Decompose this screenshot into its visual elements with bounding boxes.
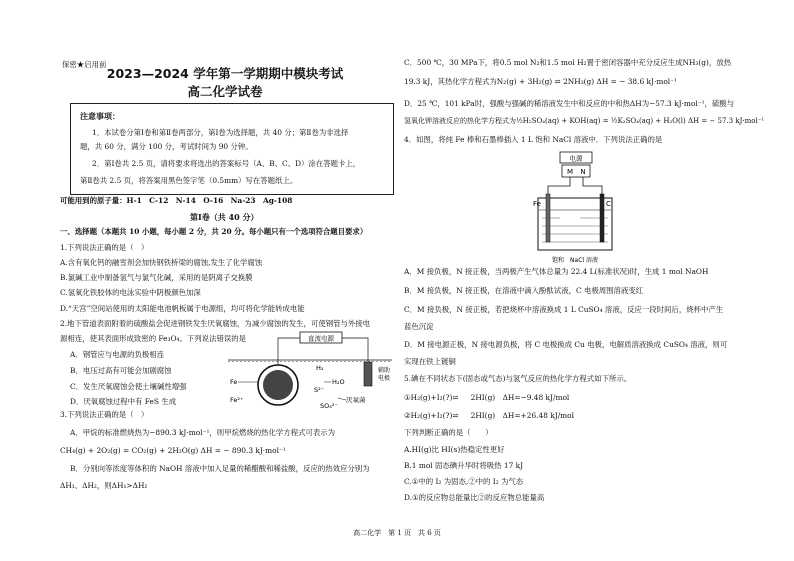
section1-heading: 一、选择题（本题共 10 小题，每小题 2 分，共 20 分。每小题只有一个选项符合题目要求） [60, 227, 368, 236]
auxiliary-electrode [364, 362, 372, 386]
q3-option-c-1: C．500 ℃，30 MPa下，将0.5 mol N₂和1.5 mol H₂置于密闭容器中充分反应生成NH₃(g)，放热 [404, 58, 732, 67]
electrolysis-diagram [530, 150, 620, 266]
q4-option-c-1: C．M 接负极，N 接正极，若把烧杯中溶液换成 1 L CuSO₄ 溶液，反应一段时间后，烧杯中产生 [404, 305, 724, 314]
c-electrode-label: C [606, 200, 611, 208]
q5-substem: 下列判断正确的是（ ） [404, 428, 493, 437]
fe-label: Fe [230, 378, 238, 386]
exam-title: 2023—2024 学年第一学期期中模块考试 [106, 66, 344, 81]
q2-option-d: D．厌氧腐蚀过程中有 FeS 生成 [70, 397, 177, 406]
q4-option-b: B．M 接负极，N 接正极，在溶液中滴入酚酞试液，C 电极周围溶液变红 [404, 286, 644, 295]
q4-option-a: A．M 接负极，N 接正极，当两极产生气体总量为 22.4 L(标准状况)时，生成 1 mol NaOH [404, 267, 709, 276]
page-footer: 高二化学 第 1 页 共 6 页 [353, 529, 441, 537]
pipe-core [263, 370, 293, 400]
corrosion-diagram [228, 330, 392, 412]
so4-label: SO₄²⁻ [320, 402, 338, 410]
q4-option-d-2: 实现在铁上镀铜 [404, 357, 456, 366]
s2-label: S²⁻ [314, 386, 325, 394]
q5-equation-2: ②H₂(g)+I₂(?)⇌ 2HI(g) ΔH=+26.48 kJ/mol [404, 411, 574, 420]
power-source-label: 电源 [569, 154, 583, 163]
q2-option-a: A．钢管应与电源的负极相连 [70, 350, 165, 359]
q2-stem-2: 源相连，使其表面形成致密的 Fe₃O₄。下列说法错误的是 [60, 334, 247, 343]
aux-label-1: 辅助 [378, 367, 391, 374]
bacteria-label: 厌氧菌 [346, 396, 366, 404]
q3-option-b-2: ΔH₁、ΔH₂，则ΔH₁>ΔH₂ [60, 481, 148, 490]
notice-1a: 1．本试卷分第Ⅰ卷和第Ⅱ卷两部分，第Ⅰ卷为选择题，共 40 分；第Ⅱ卷为非选择 [92, 128, 349, 137]
q2-stem-1: 2.地下管道表面附着的硫酸盐会促进钢铁发生厌氧腐蚀，为减少腐蚀的发生，可使钢管与外接电 [60, 319, 371, 328]
part1-heading: 第Ⅰ卷（共 40 分） [190, 212, 259, 222]
notice-1b: 题，共 60 分，满分 100 分，考试时间为 90 分钟。 [80, 142, 253, 151]
q1-stem: 1.下列说法正确的是（ ） [60, 243, 149, 252]
q5-option-a: A.HI(g)比 HI(s)热稳定性更好 [404, 445, 505, 454]
notice-2a: 2．第Ⅰ卷共 2.5 页，请将要求将选出的答案标号（A、B、C、D）涂在答题卡上， [92, 159, 361, 168]
exam-subtitle: 高二化学试卷 [187, 84, 263, 99]
q1-option-a: A.含有氧化钙的融雪剂会加快钢铁桥梁的腐蚀,发生了化学腐蚀 [60, 258, 263, 267]
notice-2b: 第Ⅱ卷共 2.5 页，将答案用黑色签字笔（0.5mm）写在答题纸上。 [80, 176, 298, 185]
fe-electrode [546, 194, 550, 242]
q3-option-c-2: 19.3 kJ，其热化学方程式为N₂(g) + 3H₂(g) ⇌ 2NH₃(g) ΔH = − 38.6 kJ·mol⁻¹ [404, 77, 677, 86]
q2-option-c: C．发生厌氧腐蚀会使土壤碱性增强 [70, 382, 187, 391]
q4-stem: 4．如图，将纯 Fe 棒和石墨棒插入 1 L 饱和 NaCl 溶液中．下列说法正确的是 [404, 135, 663, 144]
q3-option-a: A．甲烷的标准燃烧热为−890.3 kJ·mol⁻¹，则甲烷燃烧的热化学方程式可表示为 [70, 428, 336, 437]
q4-option-c-2: 蓝色沉淀 [404, 322, 434, 331]
q3-equation: CH₄(g) + 2O₂(g) = CO₂(g) + 2H₂O(g) ΔH = − 890.3 kJ·mol⁻¹ [60, 446, 286, 455]
q5-option-b: B.1 mol 固态碘升华时将吸热 17 kJ [404, 461, 524, 470]
q3-option-d-1: D．25 ℃，101 kPa时，强酸与强碱的稀溶液发生中和反应的中和热ΔH为−57.3 kJ·mol⁻¹，硫酸与 [404, 99, 735, 108]
solution-caption: 饱和 NaCl 溶液 [552, 257, 598, 264]
q5-option-c: C.①中的 I₂ 为固态,②中的 I₂ 为气态 [404, 477, 524, 486]
dc-power-label: 直流电源 [308, 334, 334, 343]
fe-electrode-label: Fe [533, 200, 541, 208]
q5-equation-1: ①H₂(g)+I₂(?)⇌ 2HI(g) ΔH=−9.48 kJ/mol [404, 393, 570, 402]
q5-option-d: D.①的反应物总能量比②的反应物总能量高 [404, 493, 545, 502]
q3-option-d-2: 氢氧化钾溶液反应的热化学方程式为½H₂SO₄(aq) + KOH(aq) = ½K₂SO₄(aq) + H₂O(l) ΔH = − 57.3 kJ·mol⁻¹ [404, 117, 765, 125]
q1-option-d: D.“天宫”空间站使用的太阳能电池帆板属于电源组，均可将化学能转成电能 [60, 304, 305, 313]
atomic-mass-line: 可能用到的原子量：H-1 C-12 N-14 O-16 Na-23 Ag-108 [60, 196, 293, 205]
q3-stem: 3.下列说法正确的是（ ） [60, 410, 149, 419]
q3-option-b-1: B．分别向等浓度等体积的 NaOH 溶液中加入足量的稀醋酸和稀盐酸，反应的热效应分别为 [70, 464, 370, 473]
q1-option-c: C.氢氧化铁胶体的电泳实验中阴极颜色加深 [60, 288, 201, 297]
secret-mark: 保密★启用前 [62, 60, 107, 69]
terminal-m: M [566, 168, 574, 176]
notice-heading: 注意事项： [80, 111, 120, 121]
terminal-n: N [580, 168, 586, 176]
h2-label: H₂ [316, 364, 324, 372]
q2-option-b: B．电压过高有可能会加剧腐蚀 [70, 366, 172, 375]
fe2-label: Fe²⁺ [230, 396, 244, 404]
q1-option-b: B.氯碱工业中制备氢气与氯气化碱，采用的是阴离子交换膜 [60, 273, 253, 282]
aux-label-2: 电极 [378, 375, 391, 382]
q4-option-d-1: D．M 接电源正极，N 接电源负极，将 C 电极换成 Cu 电极，电解质溶液换成 CuSO₄ 溶液，则可 [404, 340, 728, 349]
h2o-label: H₂O [332, 378, 345, 386]
q5-stem: 5.碘在不同状态下(固态或气态)与氢气反应的热化学方程式如下所示。 [404, 374, 632, 383]
carbon-electrode [600, 194, 604, 242]
